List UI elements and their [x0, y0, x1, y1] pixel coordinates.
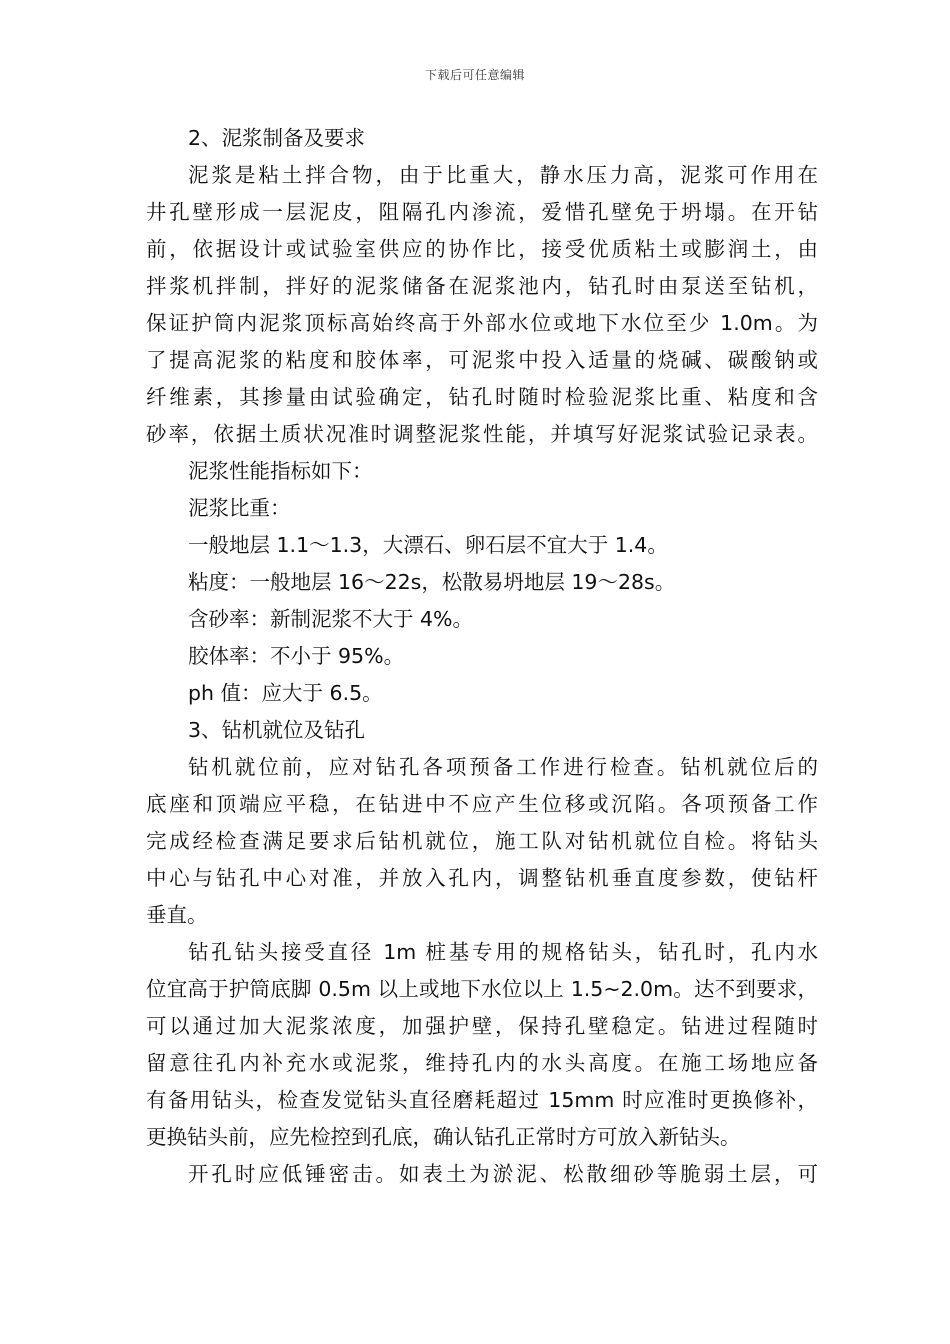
text-line: 保证护筒内泥浆顶标高始终高于外部水位或地下水位至少 1.0m。为 [146, 311, 818, 335]
text-line: 中心与钻孔中心对准，并放入孔内，调整钻机垂直度参数，使钻杆 [146, 866, 818, 890]
text-line: 井孔壁形成一层泥皮，阻隔孔内渗流，爱惜孔壁免于坍塌。在开钻 [146, 200, 818, 224]
text-line: 拌浆机拌制，拌好的泥浆储备在泥浆池内，钻孔时由泵送至钻机， [146, 274, 818, 298]
text-line: 3、钻机就位及钻孔 [188, 718, 366, 742]
text-line: 可以通过加大泥浆浓度，加强护壁，保持孔壁稳定。钻进过程随时 [146, 1014, 818, 1038]
document-body [146, 120, 818, 1193]
text-line: 有备用钻头，检查发觉钻头直径磨耗超过 15mm 时应准时更换修补， [146, 1088, 818, 1112]
text-line: 留意往孔内补充水或泥浆，维持孔内的水头高度。在施工场地应备 [146, 1051, 818, 1075]
text-line: 开孔时应低锤密击。如表土为淤泥、松散细砂等脆弱土层，可 [188, 1162, 818, 1186]
text-line: 泥浆性能指标如下： [188, 459, 373, 483]
text-line: 含砂率：新制泥浆不大于 4%。 [188, 607, 474, 631]
text-line: 更换钻头前，应先检控到孔底，确认钻孔正常时方可放入新钻头。 [146, 1125, 741, 1149]
page-header-note: 下载后可任意编辑 [424, 68, 525, 82]
text-line: 泥浆是粘土拌合物，由于比重大，静水压力高，泥浆可作用在 [188, 163, 818, 187]
text-line: 前，依据设计或试验室供应的协作比，接受优质粘土或膨润土，由 [146, 237, 818, 261]
text-line: 泥浆比重： [188, 496, 291, 520]
text-line: 钻孔钻头接受直径 1m 桩基专用的规格钻头，钻孔时，孔内水 [188, 940, 818, 964]
text-line: 纤维素，其掺量由试验确定，钻孔时随时检验泥浆比重、粘度和含 [146, 385, 818, 409]
text-line: 砂率，依据土质状况准时调整泥浆性能，并填写好泥浆试验记录表。 [146, 422, 818, 446]
text-line: 一般地层 1.1～1.3，大漂石、卵石层不宜大于 1.4。 [188, 533, 668, 557]
text-line: 垂直。 [146, 903, 208, 927]
text-line: 2、泥浆制备及要求 [188, 126, 366, 150]
text-line: 胶体率：不小于 95%。 [188, 644, 405, 668]
text-line: 钻机就位前，应对钻孔各项预备工作进行检查。钻机就位后的 [188, 755, 818, 779]
text-line: 完成经检查满足要求后钻机就位，施工队对钻机就位自检。将钻头 [146, 829, 818, 853]
text-line: 粘度：一般地层 16～22s，松散易坍地层 19～28s。 [188, 570, 676, 594]
text-line: ph 值：应大于 6.5。 [188, 681, 383, 705]
text-line: 底座和顶端应平稳，在钻进中不应产生位移或沉陷。各项预备工作 [146, 792, 818, 816]
text-line: 了提高泥浆的粘度和胶体率，可泥浆中投入适量的烧碱、碳酸钠或 [146, 348, 818, 372]
text-line: 位宜高于护筒底脚 0.5m 以上或地下水位以上 1.5~2.0m。达不到要求， [146, 977, 818, 1001]
